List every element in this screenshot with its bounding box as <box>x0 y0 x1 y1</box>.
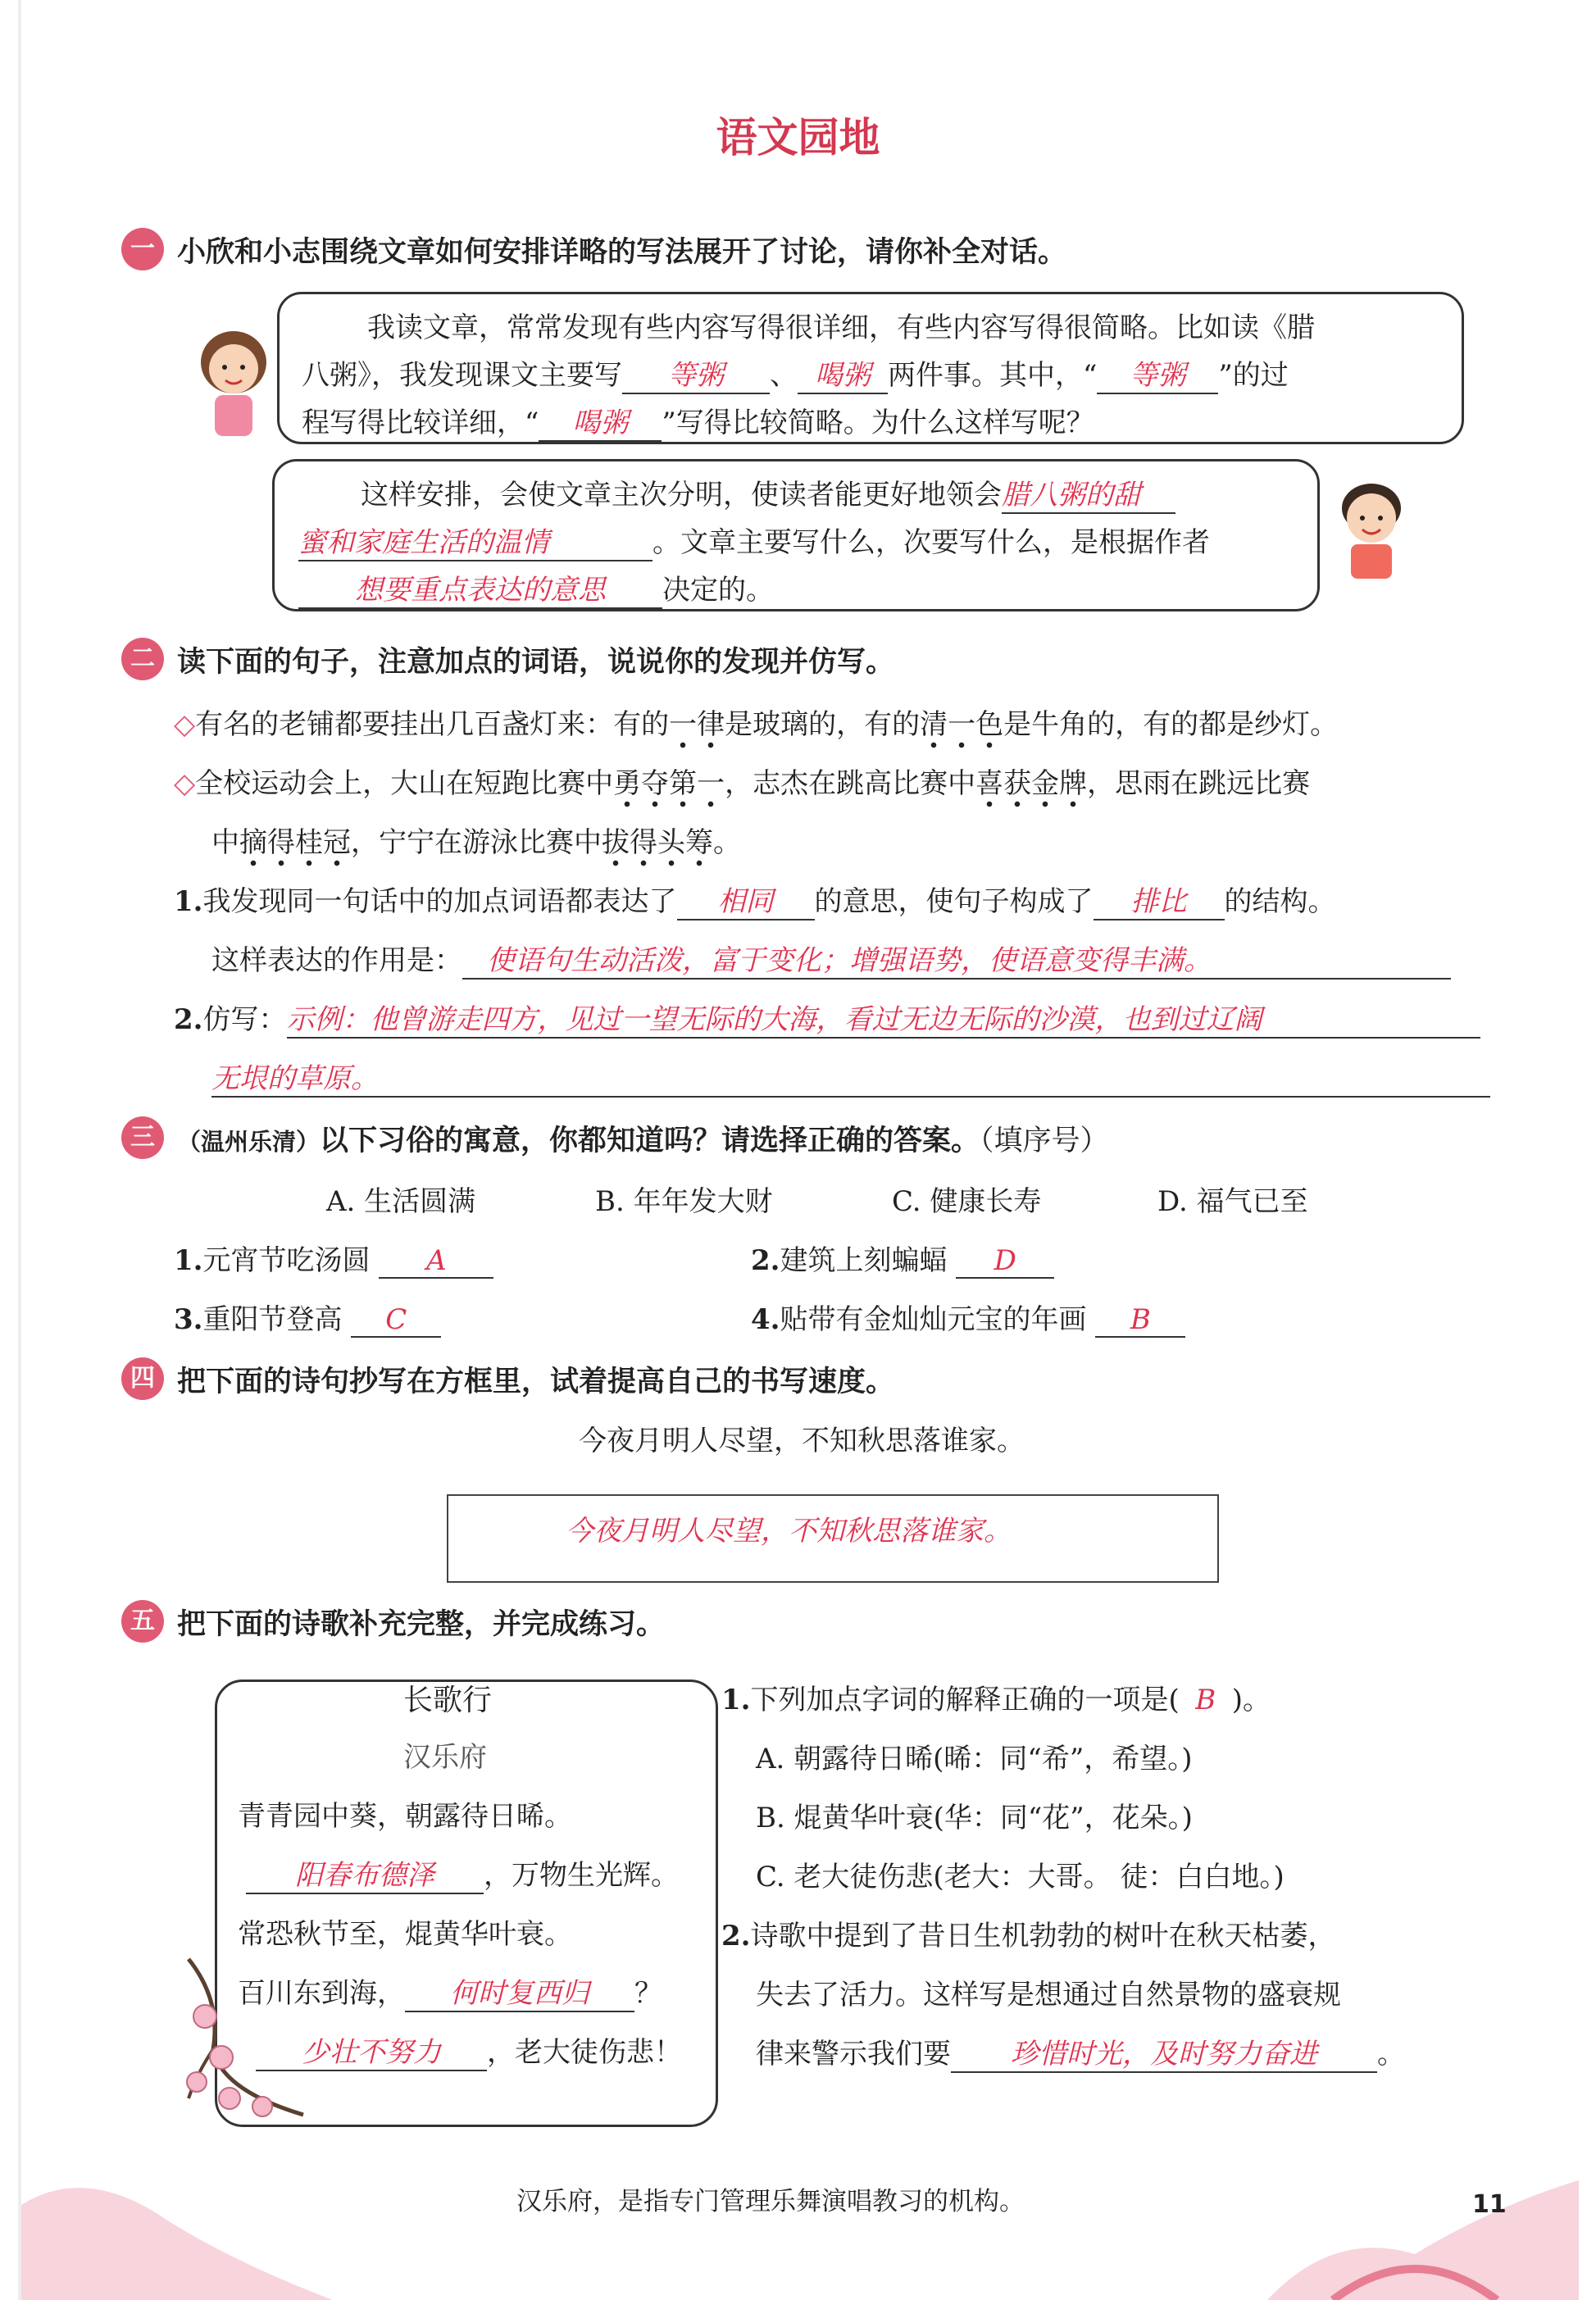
poem-line-5-text: ，老大徒伤悲！ <box>487 2036 682 2069</box>
item-number: 4. <box>751 1303 780 1336</box>
q5-option-c: C. 老大徒伤悲(老大：大哥。 徒：白白地。) <box>756 1861 1285 1893</box>
q5-item-2-line-2: 失去了活力。这样写是想通过自然景物的盛衰规 <box>756 1979 1341 2011</box>
girl-line-2-text-a: 八粥》，我发现课文主要写 <box>302 359 622 392</box>
s1-text-a: 有名的老铺都要挂出几百盏灯来：有的 <box>195 708 670 741</box>
answer-blank-15[interactable]: 阳春布德泽 <box>246 1852 484 1894</box>
answer-blank-5[interactable]: 腊八粥的甜 <box>1002 472 1175 514</box>
answer-blank-18[interactable]: B <box>1195 1684 1216 1716</box>
q5-item-2-line-3 <box>756 2031 1405 2073</box>
s3-dotted-word-1: 摘得桂冠 <box>239 826 351 867</box>
girl-line-3-text-b: ”写得比较简略。为什么这样写呢？ <box>662 407 1094 439</box>
boy-line-2-text: 。文章主要写什么，次要写什么，是根据作者 <box>652 526 1210 559</box>
q1-prompt: 小欣和小志围绕文章如何安排详略的写法展开了讨论，请你补全对话。 <box>177 236 1067 269</box>
q5-option-a: A. 朝露待日晞(晞：同“希”，希望。) <box>756 1743 1193 1775</box>
q3-item-3-text: 重阳节登高 <box>202 1303 343 1336</box>
q5-item-1 <box>721 1677 1271 1717</box>
answer-blank-4[interactable]: 喝粥 <box>539 400 662 442</box>
q3-prompt-line <box>177 1118 1109 1159</box>
answer-blank-9[interactable]: 使语句生动活泼，富于变化；增强语势，使语意变得丰满。 <box>462 938 1451 980</box>
answer-blank-2[interactable]: 喝粥 <box>798 352 888 394</box>
answer-blank-3[interactable]: 等粥 <box>1097 352 1218 394</box>
q5-item-2-line-1 <box>721 1913 1336 1953</box>
q3-note: （填序号） <box>980 1125 1109 1157</box>
poem-title: 长歌行 <box>403 1684 493 1717</box>
s1-text-c: 是牛角的，有的都是纱灯。 <box>1003 708 1339 741</box>
poem-author: 汉乐府 <box>403 1741 487 1774</box>
plum-blossom-icon <box>172 1934 336 2123</box>
s3-text-a: 中 <box>211 826 239 859</box>
q3-option-d: D. 福气已至 <box>1157 1185 1308 1218</box>
q5-option-b: B. 焜黄华叶衰(华：同“花”，花朵。) <box>756 1802 1193 1834</box>
s1-dotted-word-2: 清一色 <box>920 708 1003 749</box>
item-number: 1. <box>174 885 203 918</box>
q3-option-c: C. 健康长寿 <box>892 1185 1042 1218</box>
answer-blank-1[interactable]: 等粥 <box>622 352 770 394</box>
section-badge-3: 三 <box>121 1116 164 1159</box>
section-badge-5: 五 <box>121 1600 164 1643</box>
item-number: 3. <box>174 1303 203 1336</box>
copy-box-answer: 今夜月明人尽望，不知秋思落谁家。 <box>566 1515 1012 1548</box>
q2-item-2-line-2 <box>211 1056 1490 1098</box>
diamond-bullet-icon: ◇ <box>174 708 196 741</box>
poem-line-2 <box>246 1852 679 1894</box>
q2-i1-text-d: 这样表达的作用是： <box>211 944 462 977</box>
q2-item-2 <box>174 997 1480 1039</box>
page-number: 11 <box>1472 2190 1507 2219</box>
answer-blank-11[interactable]: A <box>379 1244 493 1279</box>
item-number: 2. <box>174 1003 203 1036</box>
answer-blank-14[interactable]: B <box>1095 1303 1185 1338</box>
s1-dotted-word-1: 一律 <box>669 708 725 749</box>
girl-line-2-text-c: 两件事。其中，“ <box>888 359 1098 392</box>
s2-text-b: ，志杰在跳高比赛中 <box>725 767 976 800</box>
q3-item-4 <box>751 1297 1185 1338</box>
boy-avatar-icon <box>1326 475 1416 582</box>
footer-note: 汉乐府，是指专门管理乐舞演唱教习的机构。 <box>516 2187 1025 2216</box>
q2-item-1 <box>174 879 1336 920</box>
answer-blank-12[interactable]: D <box>956 1244 1054 1279</box>
q3-item-3 <box>174 1297 441 1338</box>
boy-line-3 <box>298 567 774 609</box>
item-number: 2. <box>751 1244 780 1277</box>
answer-blank-5b[interactable]: 蜜和家庭生活的温情 <box>298 520 652 561</box>
boy-line-1 <box>361 472 1175 514</box>
poem-line-4-text: 百川东到海， <box>238 1977 405 2010</box>
poem-line-3: 常恐秋节至，焜黄华叶衰。 <box>238 1918 572 1951</box>
q3-item-1 <box>174 1238 493 1279</box>
s3-text-b: ，宁宁在游泳比赛中 <box>351 826 602 859</box>
s2-text-a: 全校运动会上，大山在短跑比赛中 <box>195 767 614 800</box>
q2-i1-text-b: 的意思，使句子构成了 <box>814 885 1094 918</box>
section-badge-4: 四 <box>121 1357 164 1400</box>
q4-poem-line: 今夜月明人尽望，不知秋思落谁家。 <box>579 1425 1025 1457</box>
girl-line-2-text-b: 、 <box>770 359 798 392</box>
s2-dotted-word-2: 喜获金牌 <box>975 767 1087 808</box>
region-tag: （温州乐清） <box>177 1128 321 1156</box>
answer-blank-16[interactable]: 何时复西归 <box>405 1970 634 2012</box>
answer-blank-17[interactable]: 少壮不努力 <box>256 2030 487 2071</box>
q2-i1-text-c: 的结构。 <box>1224 885 1336 918</box>
left-page-edge <box>18 0 21 2300</box>
q5-i2-end: 。 <box>1377 2038 1405 2070</box>
q2-sentence-1 <box>174 702 1338 742</box>
s2-text-c: ，思雨在跳远比赛 <box>1087 767 1311 800</box>
s2-dotted-word-1: 勇夺第一 <box>613 767 725 808</box>
item-number: 1. <box>174 1244 203 1277</box>
poem-line-1: 青青园中葵，朝露待日晞。 <box>238 1800 572 1833</box>
q2-sentence-3 <box>211 820 741 860</box>
q3-item-4-text: 贴带有金灿灿元宝的年画 <box>780 1303 1087 1336</box>
q3-item-2 <box>751 1238 1054 1279</box>
q2-i1-text-a: 我发现同一句话中的加点词语都表达了 <box>202 885 677 918</box>
s1-text-b: 是玻璃的，有的 <box>725 708 921 741</box>
q3-item-1-text: 元宵节吃汤圆 <box>202 1244 371 1277</box>
answer-blank-6[interactable]: 想要重点表达的意思 <box>298 567 662 609</box>
item-number: 2. <box>721 1920 751 1952</box>
girl-avatar-icon <box>189 320 279 443</box>
answer-blank-7[interactable]: 相同 <box>677 879 815 920</box>
poem-line-2-text: ，万物生光辉。 <box>484 1859 679 1892</box>
q5-i2-line-3-text: 律来警示我们要 <box>756 2038 951 2070</box>
girl-line-3-text-a: 程写得比较详细，“ <box>302 407 539 439</box>
answer-blank-19[interactable]: 珍惜时光，及时努力奋进 <box>951 2031 1377 2073</box>
q5-i2-line-1: 诗歌中提到了昔日生机勃勃的树叶在秋天枯萎， <box>750 1920 1336 1952</box>
s3-dotted-word-2: 拔得头筹 <box>602 826 713 867</box>
answer-blank-10b[interactable]: 无垠的草原。 <box>211 1056 1490 1098</box>
q3-option-b: B. 年年发大财 <box>595 1185 773 1218</box>
q4-prompt: 把下面的诗句抄写在方框里，试着提高自己的书写速度。 <box>177 1366 895 1398</box>
section-badge-1: 一 <box>121 228 164 270</box>
q3-item-2-text: 建筑上刻蝙蝠 <box>780 1244 948 1277</box>
section-badge-2: 二 <box>121 638 164 680</box>
girl-line-2 <box>302 352 1289 394</box>
poem-line-4-end: ？ <box>634 1977 662 2010</box>
q2-item-1-effect <box>211 938 1451 980</box>
q5-i1-text-b: )。 <box>1231 1684 1271 1716</box>
boy-line-2 <box>298 520 1210 561</box>
q2-prompt: 读下面的句子，注意加点的词语，说说你的发现并仿写。 <box>177 646 895 679</box>
page-title: 语文园地 <box>716 114 880 161</box>
q3-prompt: 以下习俗的寓意，你都知道吗？请选择正确的答案。 <box>320 1125 980 1157</box>
girl-line-3 <box>302 400 1094 442</box>
girl-line-2-text-d: ”的过 <box>1218 359 1289 392</box>
girl-line-1: 我读文章，常常发现有些内容写得很详细，有些内容写得很简略。比如读《腊 <box>367 311 1315 344</box>
s3-text-c: 。 <box>713 826 741 859</box>
boy-line-3-text: 决定的。 <box>662 574 774 607</box>
q3-option-a: A. 生活圆满 <box>326 1185 476 1218</box>
q5-prompt: 把下面的诗歌补充完整，并完成练习。 <box>177 1608 666 1641</box>
q2-i2-text-a: 仿写： <box>202 1003 287 1036</box>
q2-sentence-2 <box>174 761 1310 801</box>
answer-blank-8[interactable]: 排比 <box>1094 879 1225 920</box>
boy-line-1-text: 这样安排，会使文章主次分明，使读者能更好地领会 <box>361 479 1002 511</box>
q5-i1-text-a: 下列加点字词的解释正确的一项是( <box>750 1684 1180 1716</box>
diamond-bullet-icon: ◇ <box>174 767 196 800</box>
answer-blank-10[interactable]: 示例：他曾游走四方，见过一望无际的大海，看过无边无际的沙漠，也到过辽阔 <box>287 997 1480 1039</box>
item-number: 1. <box>721 1684 751 1716</box>
answer-blank-13[interactable]: C <box>351 1303 441 1338</box>
